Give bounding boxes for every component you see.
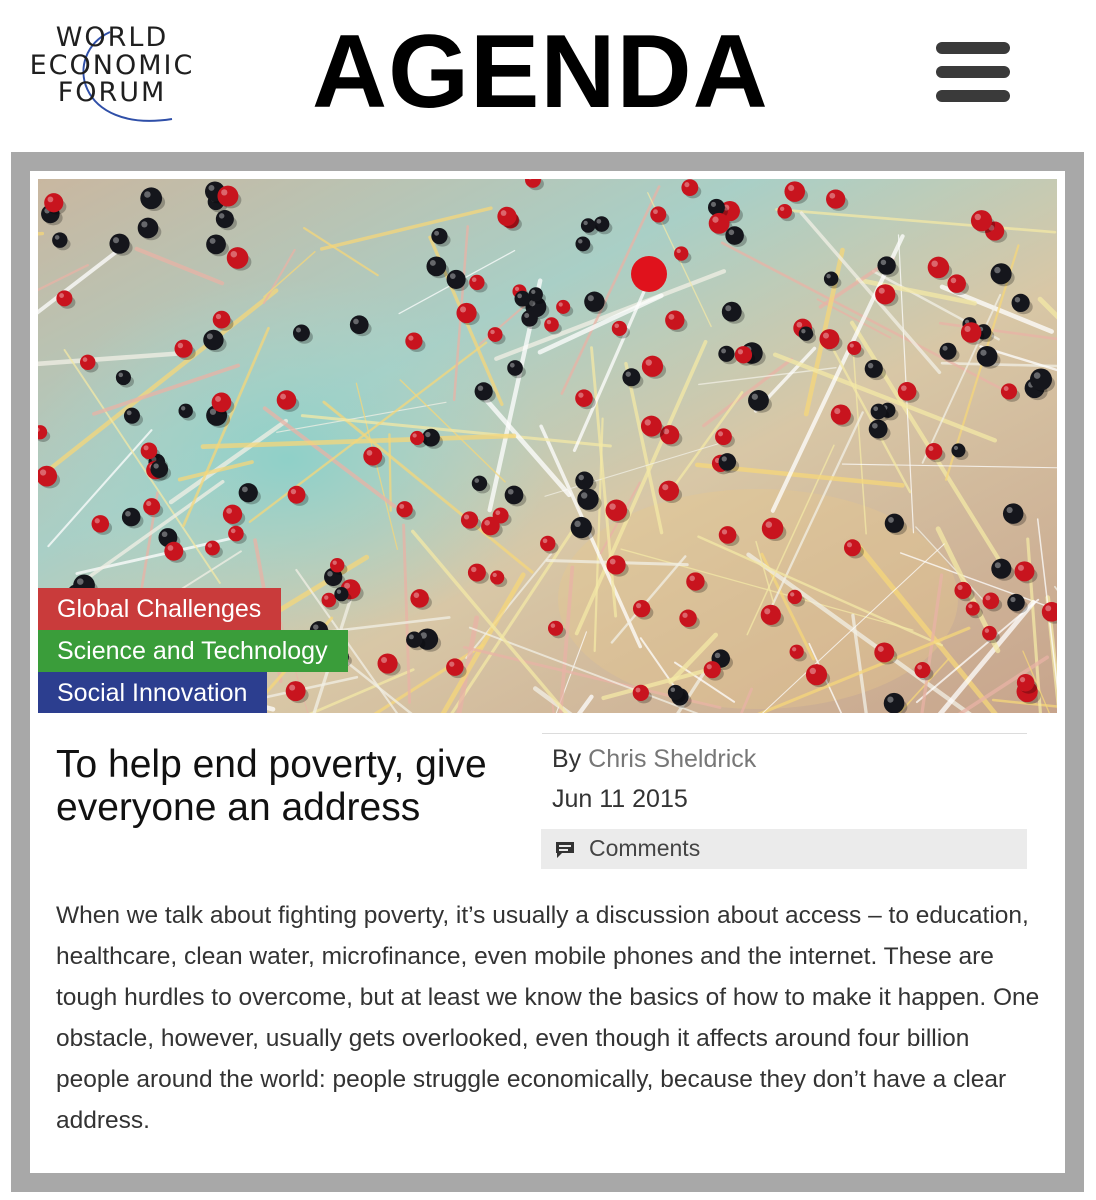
menu-bar xyxy=(936,42,1010,54)
meta-divider xyxy=(542,733,1027,734)
brand-title[interactable]: AGENDA xyxy=(312,14,769,130)
tag-science-and-technology[interactable]: Science and Technology xyxy=(38,630,348,672)
tag-social-innovation[interactable]: Social Innovation xyxy=(38,672,267,713)
site-header xyxy=(0,0,1096,150)
hero-image[interactable] xyxy=(38,179,1057,713)
speech-bubble-icon xyxy=(554,840,576,860)
article-title: To help end poverty, give everyone an address xyxy=(56,743,487,829)
featured-red-pin xyxy=(631,256,667,292)
publish-date: Jun 11 2015 xyxy=(552,785,688,813)
menu-bar xyxy=(936,66,1010,78)
author-link[interactable]: Chris Sheldrick xyxy=(588,745,757,773)
article-body: When we talk about fighting poverty, it’s usually a discussion about access – to education, healthcare, clean water, microfinance, even mobile phones and the internet. These are tough hurdles to overcome, but at least we know the basics of how to make it happen. One obstacle, however, usually gets overlooked, even though it affects around four billion people around the world: people struggle economically, because they don’t have a clear address. xyxy=(56,902,1040,1134)
byline xyxy=(552,745,756,774)
hamburger-menu-icon[interactable] xyxy=(936,42,1010,104)
menu-bar xyxy=(936,90,1010,102)
logo-line-3: FORUM xyxy=(57,77,167,108)
map-street xyxy=(389,434,390,510)
wef-logo[interactable] xyxy=(22,24,202,132)
logo-line-1: WORLD xyxy=(55,22,169,53)
article-card xyxy=(30,171,1065,1173)
article-card-frame xyxy=(11,152,1084,1192)
byline-prefix: By xyxy=(552,745,582,773)
logo-line-2: ECONOMIC xyxy=(29,50,195,81)
comments-button[interactable] xyxy=(541,829,1027,869)
comments-label: Comments xyxy=(589,835,701,861)
tag-global-challenges[interactable]: Global Challenges xyxy=(38,588,281,630)
